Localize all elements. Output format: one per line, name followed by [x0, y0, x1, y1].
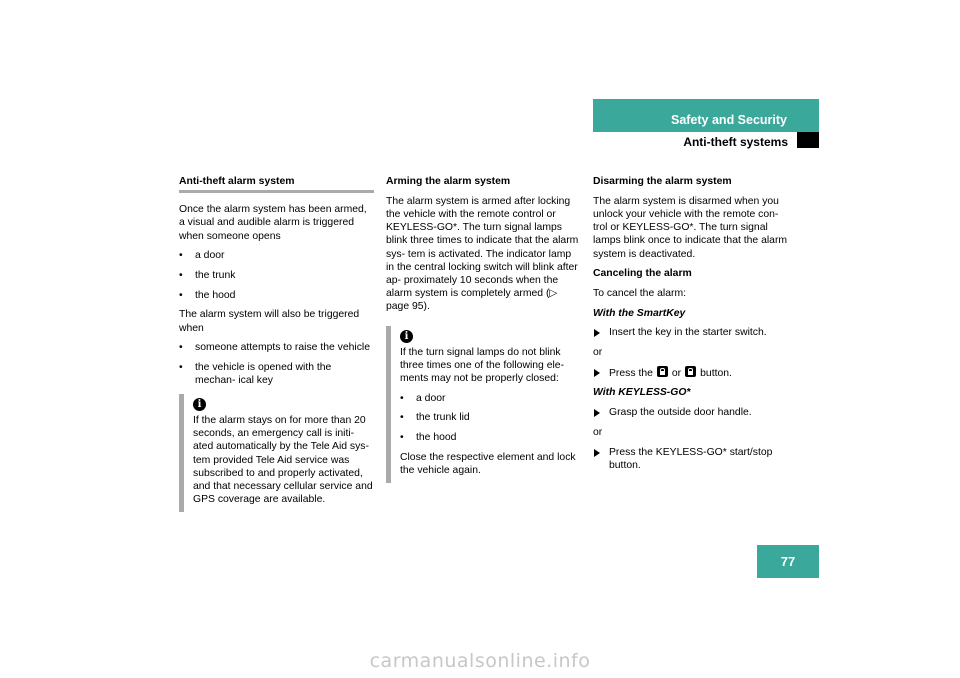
- opens-list: [179, 249, 374, 302]
- step-item: Press the KEYLESS-GO* start/stop button.: [593, 446, 793, 472]
- step-item: Grasp the outside door handle.: [593, 406, 793, 419]
- note-list: [400, 392, 581, 445]
- heading-anti-theft-alarm: Anti-theft alarm system: [179, 175, 374, 193]
- list-item: • someone attempts to raise the vehicle: [179, 342, 371, 354]
- list-item: • the trunk lid: [400, 412, 470, 424]
- note-outro: Close the respective element and lock the vehicle again.: [400, 451, 576, 476]
- info-icon: i: [193, 398, 206, 411]
- info-icon: i: [400, 330, 413, 343]
- step-item: Insert the key in the starter switch.: [593, 326, 793, 339]
- note-text: If the alarm stays on for more than 20 seconds, an emergency call is initi- ated automatically by the Tele Aid sys- tem provided Tele Aid service was subscribed to and properly activated, and that necessary cellular service and GPS coverage are available.: [193, 414, 373, 506]
- list-item: • the vehicle is opened with the mechan- ical key: [179, 362, 332, 387]
- lock-icon: [685, 366, 696, 377]
- heading-smartkey: With the SmartKey: [593, 307, 686, 319]
- list-item: • the hood: [179, 289, 236, 301]
- info-note: [386, 326, 581, 484]
- or-text: or: [593, 426, 603, 438]
- heading-keyless-go: With KEYLESS-GO*: [593, 387, 691, 399]
- subsection-title: Anti-theft systems: [683, 135, 788, 149]
- also-triggered-text: The alarm system will also be triggered when: [179, 309, 360, 334]
- step-arrow-icon: [594, 369, 600, 377]
- list-item: • the hood: [400, 432, 457, 444]
- heading-canceling: Canceling the alarm: [593, 268, 692, 280]
- column-arming: [386, 175, 581, 483]
- when-list: [179, 341, 374, 387]
- step-arrow-icon: [594, 449, 600, 457]
- step-arrow-icon: [594, 329, 600, 337]
- list-item: • the trunk: [179, 270, 236, 282]
- step-arrow-icon: [594, 409, 600, 417]
- heading-disarming: Disarming the alarm system: [593, 176, 732, 187]
- section-title: Safety and Security: [670, 113, 787, 127]
- list-item: • a door: [400, 392, 446, 404]
- section-header: [593, 99, 819, 132]
- info-note: [179, 394, 374, 512]
- page-number: 77: [757, 545, 819, 578]
- heading-arming: Arming the alarm system: [386, 176, 511, 187]
- column-alarm-system: [179, 175, 374, 512]
- cancel-intro: To cancel the alarm:: [593, 287, 686, 299]
- or-text: or: [593, 347, 603, 359]
- header-corner-mark: [797, 132, 819, 148]
- column-disarming: [593, 175, 793, 478]
- watermark: carmanualsonline.info: [369, 650, 591, 672]
- note-intro: If the turn signal lamps do not blink three times one of the following ele- ments may not be properly closed:: [400, 346, 565, 384]
- alarm-intro: Once the alarm system has been armed, a visual and audible alarm is triggered when someone opens: [179, 204, 367, 242]
- unlock-icon: [657, 366, 668, 377]
- step-item: Press the or button.: [593, 366, 793, 380]
- disarming-body: The alarm system is disarmed when you unlock your vehicle with the remote con- trol or KEYLESS-GO*. The turn signal lamps blink once to indicate that the alarm system is deactivated.: [593, 195, 788, 260]
- list-item: • a door: [179, 250, 225, 262]
- arming-body: The alarm system is armed after locking the vehicle with the remote control or KEYLESS-GO*. The turn signal lamps blink three times to indicate that the alarm sys- tem is activated. The indicator lamp in the central locking switch will blink after ap- proximately 10 seconds when the alarm system is completely armed (▷ page 95).: [386, 195, 579, 313]
